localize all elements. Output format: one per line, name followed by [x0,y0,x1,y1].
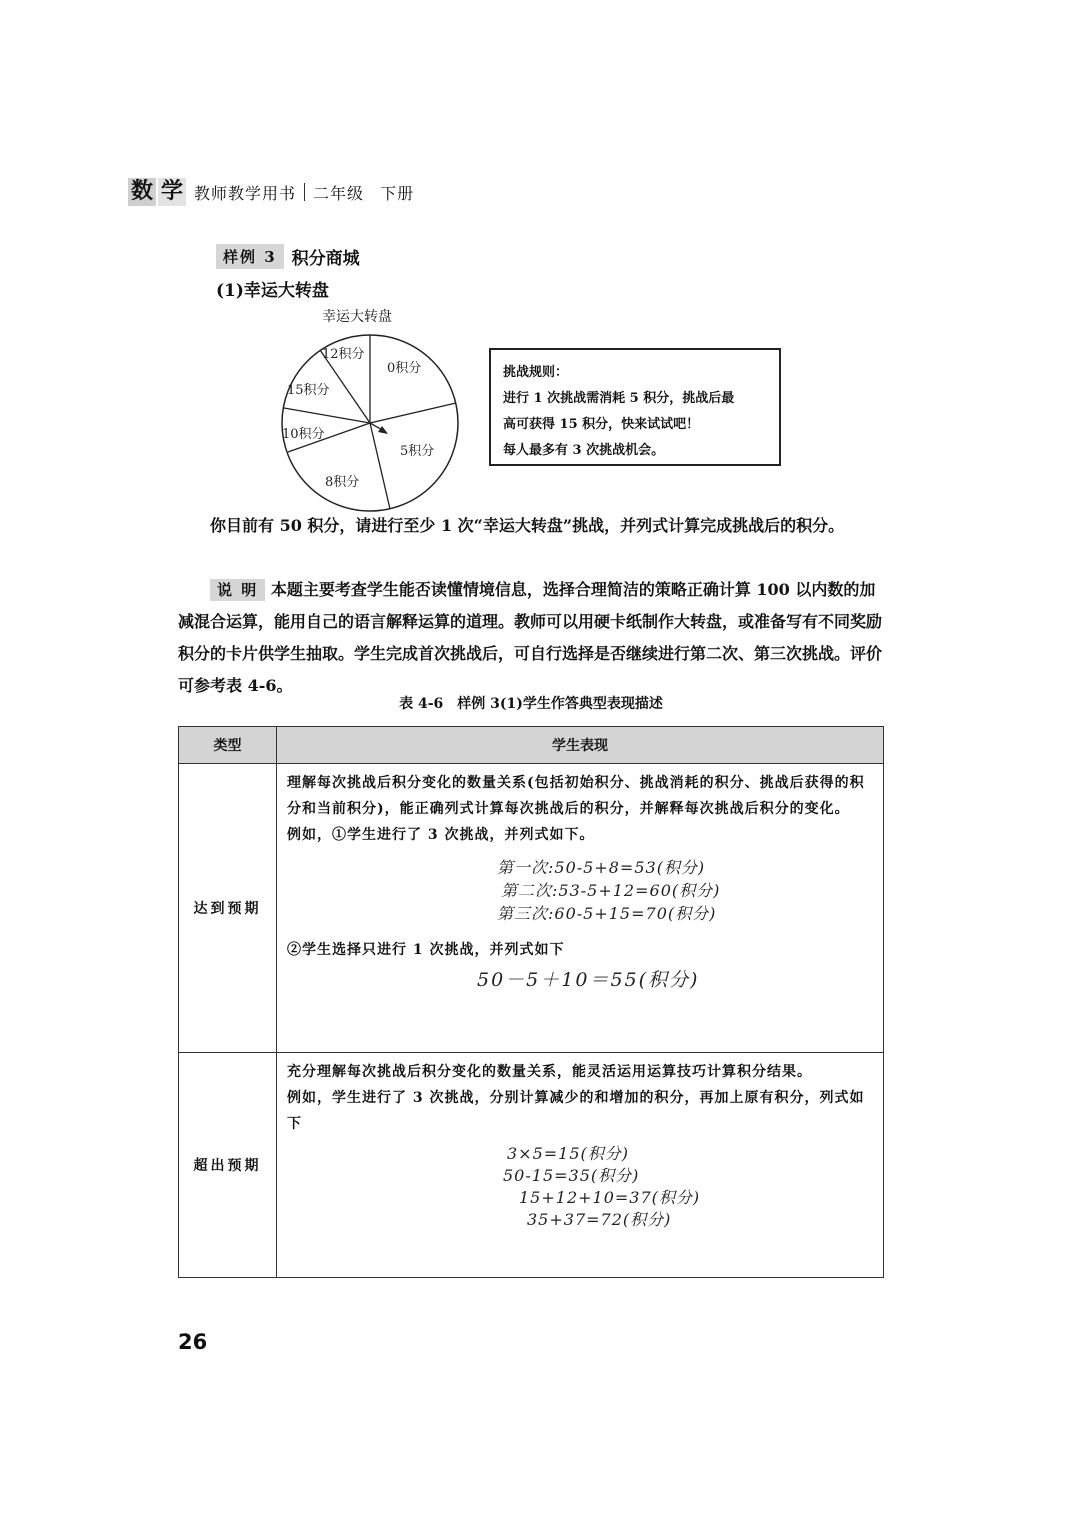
rules-line: 每人最多有 3 次挑战机会。 [503,443,665,458]
example-title: 积分商城 [291,249,360,269]
note-tag: 说 明 [210,579,265,601]
example-text: 例如，①学生进行了 3 次挑战，并列式如下。 [287,827,595,843]
rules-title: 挑战规则： [503,365,569,380]
book-logo [128,178,186,206]
handwritten-work [497,856,873,925]
handwritten-line: 35+37=72(积分) [527,1210,672,1229]
handwritten-line: 3×5=15(积分) [507,1144,630,1163]
performance-table [178,726,884,1278]
lucky-wheel-diagram [270,328,470,518]
row-category: 达到预期 [179,764,277,1053]
example-text: ②学生选择只进行 1 次挑战，并列式如下 [287,942,565,958]
rules-line: 高可获得 15 积分，快来试试吧！ [503,417,700,432]
segment-label-10: 10积分 [282,427,325,442]
handwritten-line: 15+12+10=37(积分) [519,1188,701,1207]
description-text: 理解每次挑战后积分变化的数量关系(包括初始积分、挑战消耗的积分、挑战后获得的积分和当前积分)，能正确列式计算每次挑战后的积分，并解释每次挑战后积分的变化。 [287,775,865,817]
header-volume: 下册 [380,183,415,203]
row-description [277,764,884,1053]
segment-label-0: 0积分 [387,361,422,376]
segment-label-8: 8积分 [325,475,360,490]
wheel-divider [370,423,390,509]
logo-char-2: 学 [158,178,186,206]
handwritten-line: 50-15=35(积分) [503,1166,640,1185]
note-text: 本题主要考查学生能否读懂情境信息，选择合理简洁的策略正确计算 100 以内数的加减混合运算，能用自己的语言解释运算的道理。教师可以用硬卡纸制作大转盘，或准备写有不同奖励积分的卡片供学生抽取。学生完成首次挑战后，可自行选择是否继续进行第二次、第三次挑战。评价可参考表 4-6。 [178,580,883,695]
description-text: 充分理解每次挑战后积分变化的数量关系，能灵活运用运算技巧计算积分结果。 [287,1064,812,1080]
handwritten-line: 第一次:50-5+8=53(积分) [497,858,706,877]
header-book-title: 教师教学用书 [194,183,297,203]
sub-heading: (1)幸运大转盘 [216,281,329,301]
table-row [179,1053,884,1278]
header-performance: 学生表现 [277,727,884,764]
segment-label-12: 12积分 [322,347,365,362]
handwritten-work [503,1143,873,1231]
handwritten-line: 第二次:53-5+12=60(积分) [501,881,721,900]
rules-line: 进行 1 次挑战需消耗 5 积分，挑战后最 [503,391,735,406]
running-header [128,176,414,208]
row-category: 超出预期 [179,1053,277,1278]
header-grade: 二年级 [313,183,365,203]
handwritten-line: 第三次:60-5+15=70(积分) [497,904,717,923]
example-text: 例如，学生进行了 3 次挑战，分别计算减少的和增加的积分，再加上原有积分，列式如下 [287,1090,865,1132]
header-type: 类型 [179,727,277,764]
table-header-row [179,727,884,764]
challenge-rules-box [489,348,781,466]
table-row [179,764,884,1053]
handwritten-line: 50－5＋10＝55(积分) [477,969,700,991]
table-caption: 表 4-6 样例 3(1)学生作答典型表现描述 [399,696,663,712]
header-divider [304,183,305,201]
pointer-arrow-icon [378,426,388,434]
wheel-title: 幸运大转盘 [322,309,392,325]
row-description [277,1053,884,1278]
wheel-divider [370,403,456,423]
wheel-divider [284,408,370,423]
logo-char-1: 数 [128,178,156,206]
section-heading [216,244,360,269]
page-number: 26 [178,1330,208,1354]
task-paragraph: 你目前有 50 积分，请进行至少 1 次“幸运大转盘”挑战，并列式计算完成挑战后的积分。 [210,516,845,535]
segment-label-5: 5积分 [400,444,435,459]
example-tag: 样例 3 [216,244,284,269]
note-paragraph [178,574,884,702]
segment-label-15: 15积分 [287,383,330,398]
